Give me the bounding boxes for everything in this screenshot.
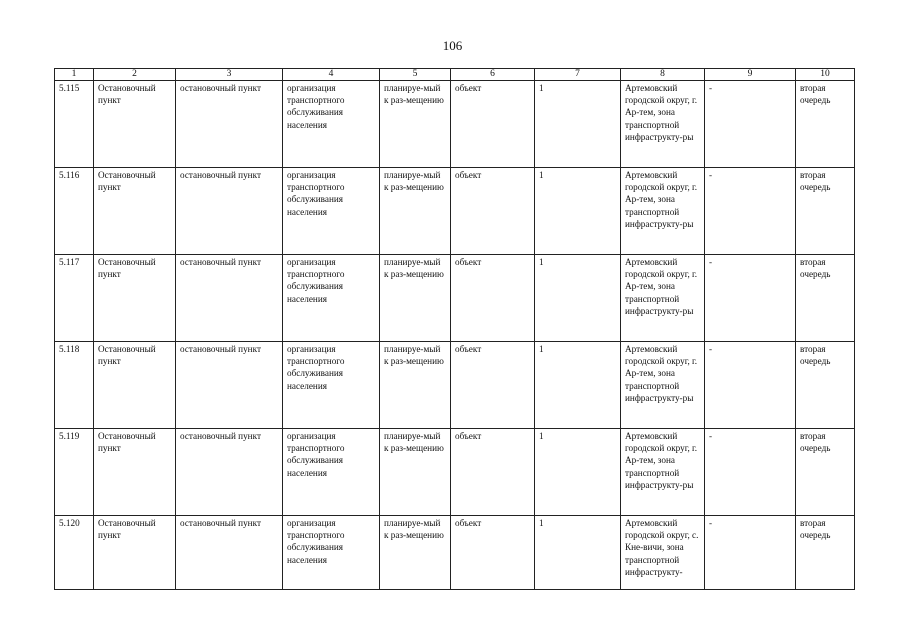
row-id-cell: 5.118 [55,342,94,429]
table-row [55,255,855,342]
column-number: 2 [94,69,176,81]
purpose-cell: организация транспортного обслуживания населения [283,342,380,429]
column-number: 1 [55,69,94,81]
location-cell: Артемовский городской округ, г. Ар-тем, зона транспортной инфраструкту-ры [621,168,705,255]
count-cell: 1 [535,255,621,342]
location-cell: Артемовский городской округ, г. Ар-тем, зона транспортной инфраструкту-ры [621,429,705,516]
purpose-cell: организация транспортного обслуживания населения [283,429,380,516]
kind-cell: объект [451,168,535,255]
status-cell: планируе-мый к раз-мещению [380,342,451,429]
table-row [55,81,855,168]
status-cell: планируе-мый к раз-мещению [380,255,451,342]
kind-cell: объект [451,429,535,516]
object-type-cell: остановочный пункт [176,255,283,342]
extra-cell: - [705,516,796,590]
count-cell: 1 [535,429,621,516]
column-number: 10 [796,69,855,81]
column-number: 3 [176,69,283,81]
stage-cell: вторая очередь [796,168,855,255]
object-type-cell: остановочный пункт [176,81,283,168]
object-type-cell: остановочный пункт [176,342,283,429]
stage-cell: вторая очередь [796,255,855,342]
location-cell: Артемовский городской округ, с. Кне-вичи, зона транспортной инфраструкту- [621,516,705,590]
location-cell: Артемовский городской округ, г. Ар-тем, зона транспортной инфраструкту-ры [621,255,705,342]
row-id-cell: 5.119 [55,429,94,516]
purpose-cell: организация транспортного обслуживания населения [283,168,380,255]
column-number: 8 [621,69,705,81]
stage-cell: вторая очередь [796,81,855,168]
status-cell: планируе-мый к раз-мещению [380,429,451,516]
count-cell: 1 [535,168,621,255]
object-name-cell: Остановочный пункт [94,81,176,168]
object-name-cell: Остановочный пункт [94,168,176,255]
extra-cell: - [705,168,796,255]
location-cell: Артемовский городской округ, г. Ар-тем, зона транспортной инфраструкту-ры [621,342,705,429]
registry-table [54,68,855,590]
object-name-cell: Остановочный пункт [94,342,176,429]
page-number: 106 [442,38,463,53]
column-number-row [55,69,855,81]
stage-cell: вторая очередь [796,516,855,590]
column-number: 6 [451,69,535,81]
purpose-cell: организация транспортного обслуживания населения [283,516,380,590]
stage-cell: вторая очередь [796,342,855,429]
extra-cell: - [705,81,796,168]
kind-cell: объект [451,516,535,590]
extra-cell: - [705,255,796,342]
row-id-cell: 5.115 [55,81,94,168]
object-name-cell: Остановочный пункт [94,429,176,516]
table-row [55,516,855,590]
object-name-cell: Остановочный пункт [94,516,176,590]
column-number: 7 [535,69,621,81]
object-type-cell: остановочный пункт [176,516,283,590]
row-id-cell: 5.120 [55,516,94,590]
kind-cell: объект [451,255,535,342]
status-cell: планируе-мый к раз-мещению [380,516,451,590]
purpose-cell: организация транспортного обслуживания населения [283,81,380,168]
table-row [55,342,855,429]
count-cell: 1 [535,81,621,168]
extra-cell: - [705,429,796,516]
kind-cell: объект [451,81,535,168]
row-id-cell: 5.116 [55,168,94,255]
extra-cell: - [705,342,796,429]
column-number: 5 [380,69,451,81]
kind-cell: объект [451,342,535,429]
count-cell: 1 [535,516,621,590]
status-cell: планируе-мый к раз-мещению [380,168,451,255]
object-type-cell: остановочный пункт [176,429,283,516]
purpose-cell: организация транспортного обслуживания населения [283,255,380,342]
count-cell: 1 [535,342,621,429]
object-name-cell: Остановочный пункт [94,255,176,342]
column-number: 9 [705,69,796,81]
stage-cell: вторая очередь [796,429,855,516]
column-number: 4 [283,69,380,81]
object-type-cell: остановочный пункт [176,168,283,255]
table-row [55,429,855,516]
table-row [55,168,855,255]
row-id-cell: 5.117 [55,255,94,342]
location-cell: Артемовский городской округ, г. Ар-тем, зона транспортной инфраструкту-ры [621,81,705,168]
status-cell: планируе-мый к раз-мещению [380,81,451,168]
